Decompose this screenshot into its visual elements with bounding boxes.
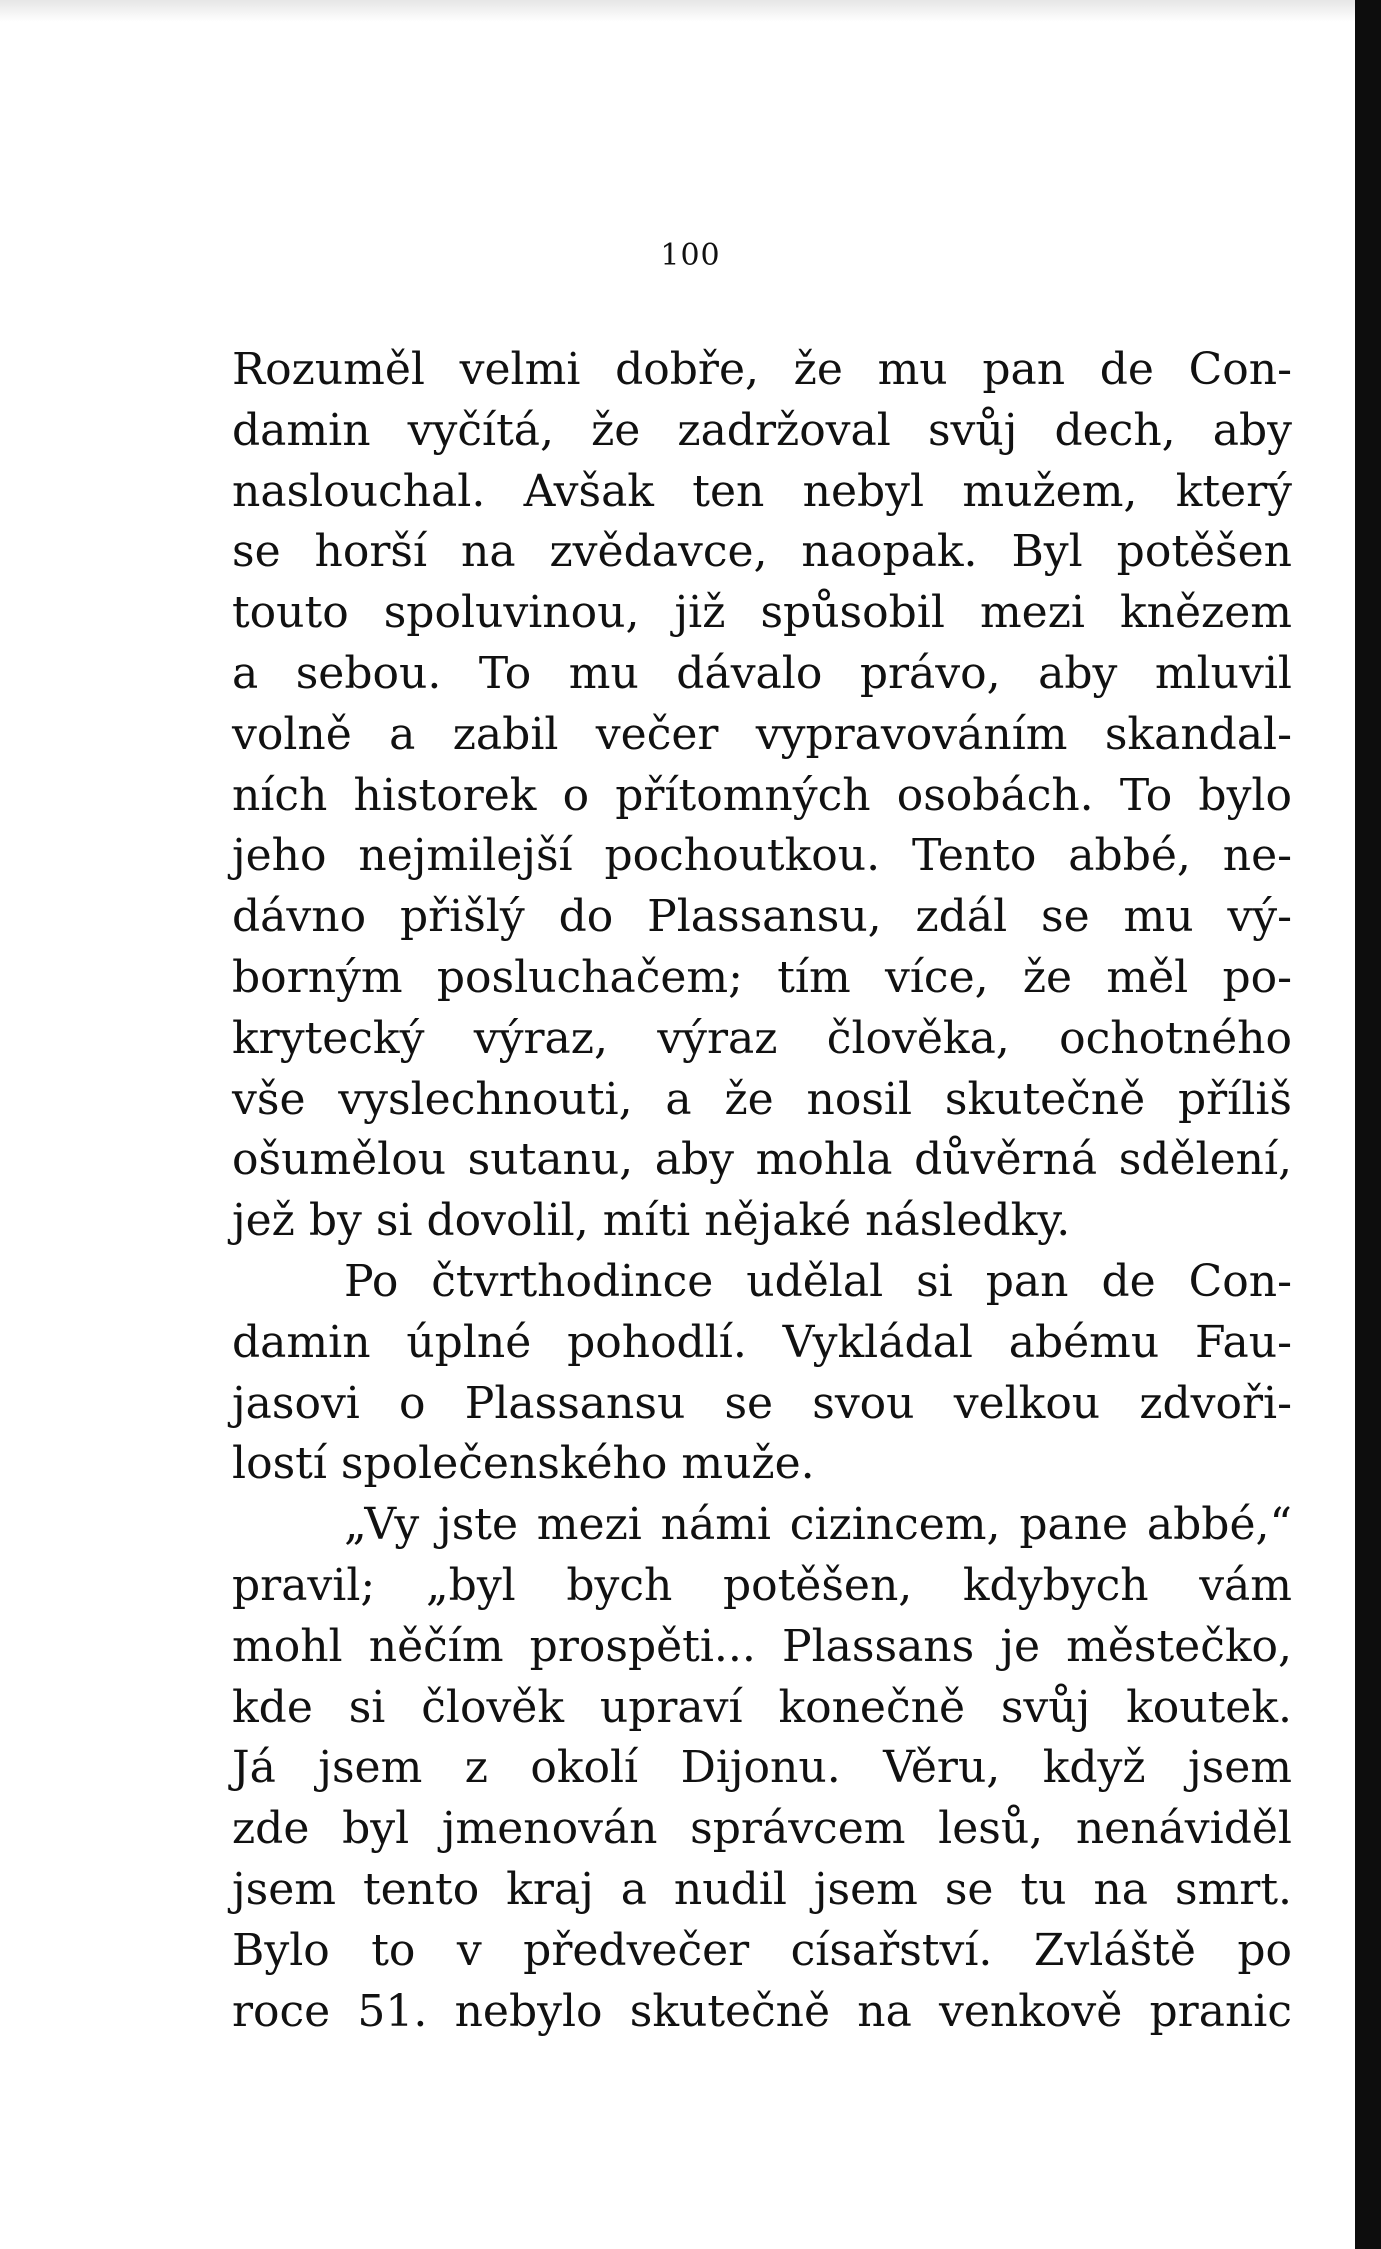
text-line: Po čtvrthodince udělal si pan de Con- (344, 1255, 1292, 1307)
text-line: Já jsem z okolí Dijonu. Věru, když jsem (232, 1742, 1292, 1794)
page-top-edge (0, 0, 1381, 22)
text-line: jasovi o Plassansu se svou velkou zdvoři- (232, 1377, 1292, 1429)
text-line: se horší na zvědavce, naopak. Byl potěšen (232, 526, 1292, 578)
page-number: 100 (660, 238, 721, 273)
text-line: jež by si dovolil, míti nějaké následky. (232, 1195, 1071, 1247)
text-line: a sebou. To mu dávalo právo, aby mluvil (232, 647, 1292, 699)
text-line: vše vyslechnouti, a že nosil skutečně příliš (232, 1073, 1292, 1125)
text-line: zde byl jmenován správcem lesů, nenáviděl (232, 1803, 1292, 1855)
text-line: roce 51. nebylo skutečně na venkově pranic (232, 1985, 1292, 2037)
text-line: borným posluchačem; tím více, že měl po- (232, 951, 1292, 1003)
text-line: damin úplné pohodlí. Vykládal abému Fau- (232, 1316, 1292, 1368)
text-line: damin vyčítá, že zadržoval svůj dech, aby (232, 404, 1292, 456)
text-line: Bylo to v předvečer císařství. Zvláště po (232, 1924, 1292, 1976)
text-line: ních historek o přítomných osobách. To bylo (232, 769, 1292, 821)
text-line: ošumělou sutanu, aby mohla důvěrná sdělení, (232, 1134, 1292, 1186)
text-line: kde si člověk upraví konečně svůj koutek. (232, 1681, 1292, 1733)
text-line: pravil; „byl bych potěšen, kdybych vám (232, 1559, 1292, 1611)
text-line: „Vy jste mezi námi cizincem, pane abbé,“ (344, 1499, 1292, 1551)
text-line: touto spoluvinou, již spůsobil mezi knězem (232, 587, 1292, 639)
text-line: jeho nejmilejší pochoutkou. Tento abbé, ne- (232, 830, 1292, 882)
text-line: dávno přišlý do Plassansu, zdál se mu vý- (232, 891, 1292, 943)
body-text (232, 340, 1292, 2042)
text-line: lostí společenského muže. (232, 1438, 815, 1490)
text-line: mohl něčím prospěti... Plassans je městečko, (232, 1620, 1292, 1672)
text-line: volně a zabil večer vypravováním skandal- (232, 708, 1292, 760)
page-right-edge (1355, 0, 1381, 2249)
text-line: Rozuměl velmi dobře, že mu pan de Con- (232, 344, 1292, 395)
text-line: naslouchal. Avšak ten nebyl mužem, který (232, 465, 1292, 517)
text-line: krytecký výraz, výraz člověka, ochotného (232, 1012, 1292, 1064)
text-line: jsem tento kraj a nudil jsem se tu na smrt. (232, 1863, 1292, 1915)
